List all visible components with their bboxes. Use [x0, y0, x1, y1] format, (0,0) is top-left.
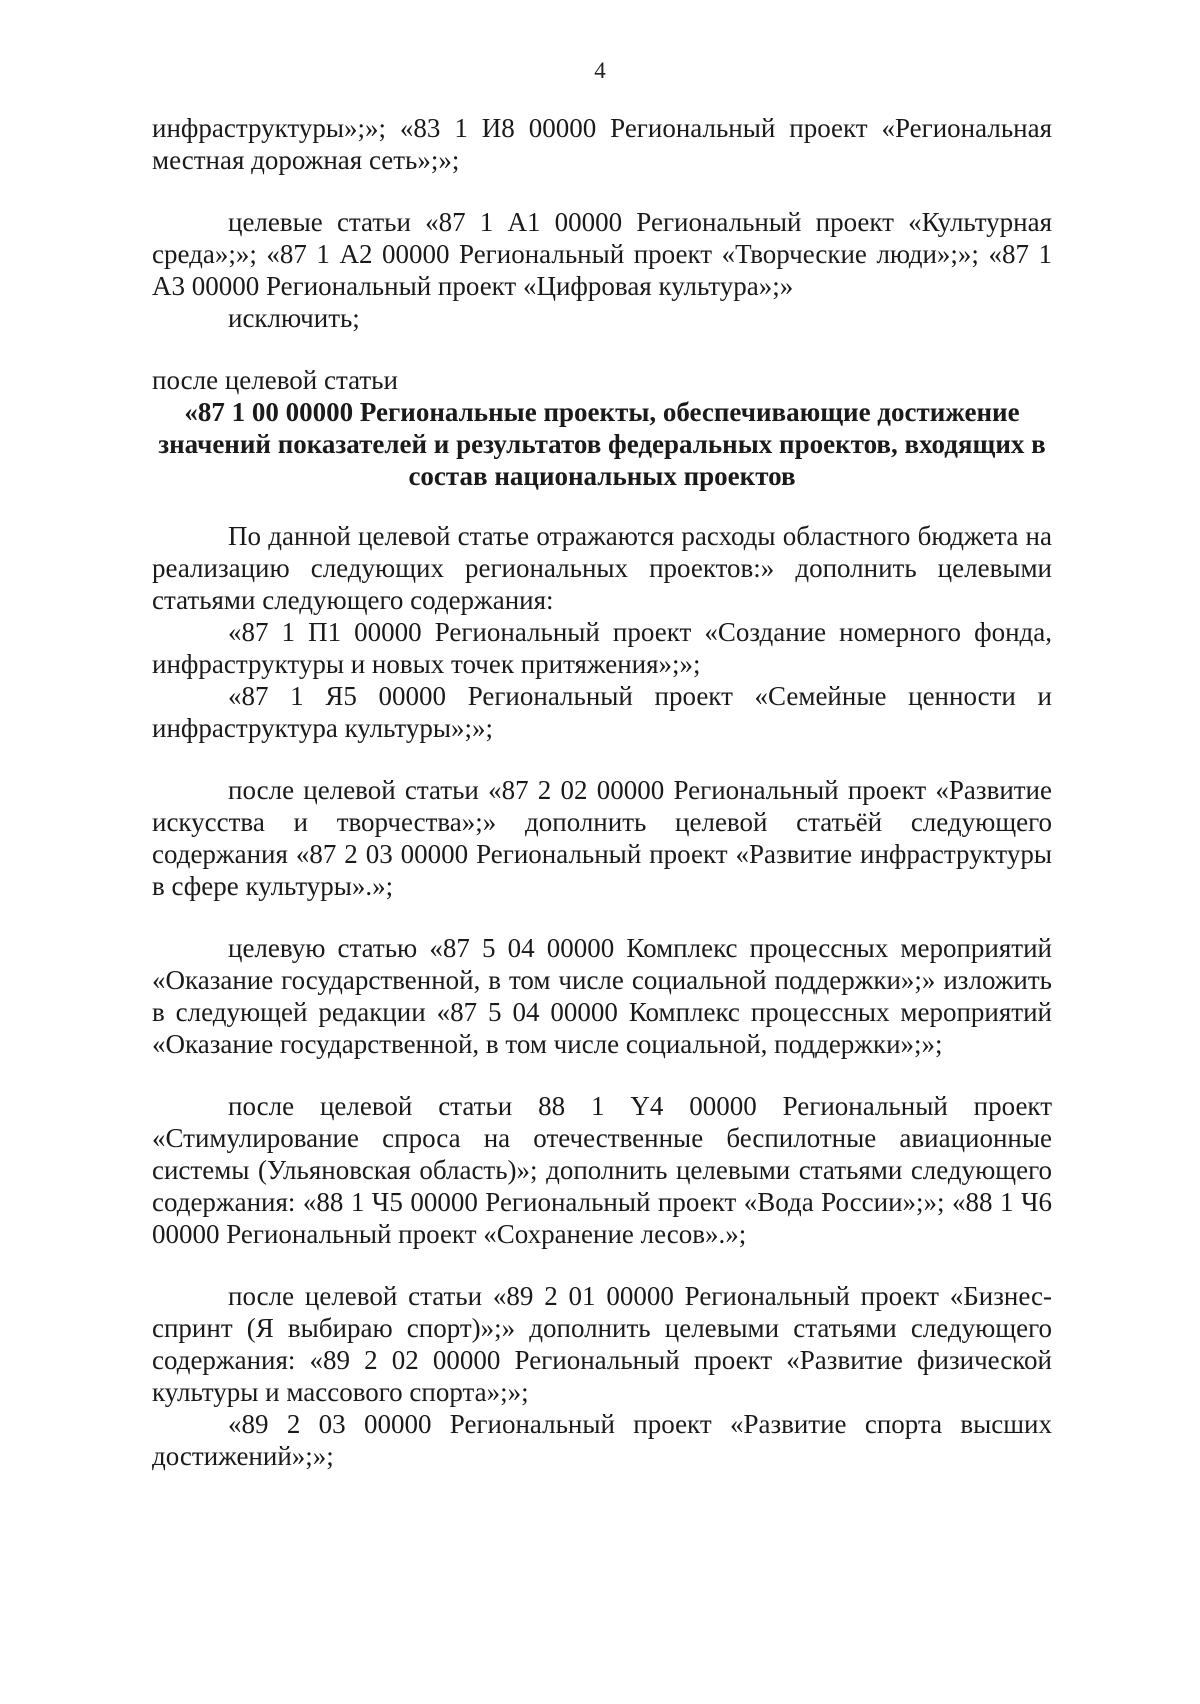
- section-heading: «87 1 00 00000 Региональные проекты, обеспечивающие достижение значений показателей и результатов федеральных проектов, входящих в состав национальных проектов: [158, 397, 1046, 491]
- paragraph: По данной целевой статье отражаются расходы областного бюджета на реализацию следующих региональных проектов:» дополнить целевыми статьями следующего содержания:: [152, 521, 1052, 615]
- paragraph: инфраструктуры»;»; «83 1 И8 00000 Региональный проект «Региональная местная дорожная сеть»;»;: [152, 113, 1052, 175]
- paragraph: после целевой статьи «89 2 01 00000 Региональный проект «Бизнес-спринт (Я выбираю спорт)»;» дополнить целевыми статьями следующего содержания: «89 2 02 00000 Региональный проект «Развитие физической культуры и массового спорта»;»;: [152, 1281, 1052, 1407]
- paragraph: целевую статью «87 5 04 00000 Комплекс процессных мероприятий «Оказание государственной, в том числе социальной поддержки»;» изложить в следующей редакции «87 5 04 00000 Комплекс процессных мероприятий «Оказание государственной, в том числе социальной, поддержки»;»;: [152, 933, 1052, 1059]
- paragraph: «89 2 03 00000 Региональный проект «Развитие спорта высших достижений»;»;: [152, 1409, 1052, 1471]
- paragraph: после целевой статьи: [152, 365, 398, 395]
- page-number: 4: [594, 58, 606, 83]
- paragraph: «87 1 П1 00000 Региональный проект «Создание номерного фонда, инфраструктуры и новых точек притяжения»;»;: [152, 617, 1052, 679]
- document-body: [152, 112, 1052, 1472]
- paragraph: «87 1 Я5 00000 Региональный проект «Семейные ценности и инфраструктура культуры»;»;: [152, 681, 1052, 743]
- paragraph: после целевой статьи «87 2 02 00000 Региональный проект «Развитие искусства и творчества»;» дополнить целевой статьёй следующего содержания «87 2 03 00000 Региональный проект «Развитие инфраструктуры в сфере культуры».»;: [152, 775, 1052, 901]
- paragraph: после целевой статьи 88 1 Y4 00000 Региональный проект «Стимулирование спроса на отечественные беспилотные авиационные системы (Ульяновская область)»; дополнить целевыми статьями следующего содержания: «88 1 Ч5 00000 Региональный проект «Вода России»;»; «88 1 Ч6 00000 Региональный проект «Сохранение лесов».»;: [152, 1091, 1052, 1249]
- paragraph: исключить;: [228, 303, 360, 333]
- paragraph: целевые статьи «87 1 А1 00000 Региональный проект «Культурная среда»;»; «87 1 А2 00000 Региональный проект «Творческие люди»;»; «87 1 А3 00000 Региональный проект «Цифровая культура»;»: [152, 207, 1052, 301]
